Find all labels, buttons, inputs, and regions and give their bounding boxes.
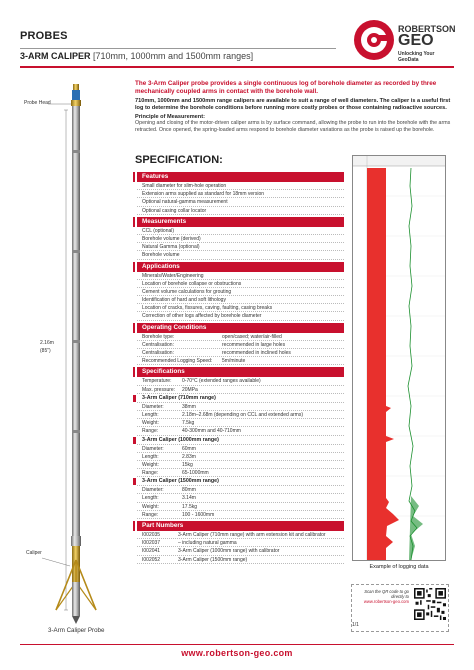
row-key: Centralisation:	[142, 341, 174, 348]
row-key: Diameter:	[142, 445, 164, 452]
logging-data-caption: Example of logging data	[369, 564, 429, 570]
logo-tagline: Unlocking Your GeoData	[398, 51, 435, 63]
table-row	[137, 333, 344, 341]
row-value: 0-70°C (extended ranges available)	[182, 378, 261, 385]
header-red-rule	[20, 66, 454, 68]
row-key: Diameter:	[142, 403, 164, 410]
table-row	[137, 461, 344, 469]
row-value: 40-300mm and 40-710mm	[182, 428, 241, 435]
page-number: 1/1	[352, 622, 359, 628]
row-value: 100 - 1600mm	[182, 511, 215, 518]
row-key: Weight:	[142, 420, 159, 427]
part-number: I002041	[142, 548, 161, 555]
logo-text-robertson: ROBERTSON	[398, 24, 456, 34]
list-item: Small diameter for slim-hole operation	[137, 182, 344, 190]
row-value: 20MPa	[182, 386, 198, 393]
list-item: Cement volume calculations for grouting	[137, 288, 344, 296]
qr-url[interactable]: www.robertson-geo.com	[363, 599, 409, 605]
table-row	[137, 547, 344, 555]
page-header	[20, 30, 253, 61]
row-key: Recommended Logging Speed:	[142, 358, 213, 365]
specification-title: SPECIFICATION:	[135, 154, 223, 166]
list-item: Minerals/Water/Engineering	[137, 272, 344, 280]
part-description: 3-Arm Caliper (1000mm range) with calibrator	[178, 548, 280, 555]
table-row	[137, 486, 344, 494]
qr-text: Scan the QR code to go directly to	[364, 589, 409, 600]
product-name: 3-ARM CALIPER	[20, 51, 91, 61]
row-key: Range:	[142, 470, 159, 477]
table-row	[137, 419, 344, 427]
row-value: 38mm	[182, 403, 196, 410]
table-row	[137, 503, 344, 511]
list-item: Location of borehole collapse or obstructions	[137, 280, 344, 288]
table-row	[137, 453, 344, 461]
table-row	[137, 427, 344, 435]
probe-length-sub-label: (85")	[40, 348, 51, 354]
applications-heading: Applications	[137, 262, 344, 272]
row-key: Diameter:	[142, 487, 164, 494]
list-item: Borehole volume (derived)	[137, 235, 344, 243]
part-number: I002052	[142, 556, 161, 563]
list-item: Optional casing collar locator	[137, 207, 344, 215]
row-key: Length:	[142, 453, 159, 460]
row-value: 3.14m	[182, 495, 196, 502]
row-value: 17.5kg	[182, 503, 198, 510]
logging-plot-graphic	[353, 156, 445, 560]
row-value: 60mm	[182, 445, 196, 452]
list-item: Location of cracks, fissures, caving, faulting, casing breaks	[137, 304, 344, 312]
row-key: Length:	[142, 411, 159, 418]
row-key: Range:	[142, 511, 159, 518]
part-description: – including natural gamma	[178, 540, 237, 547]
probe-illustration	[20, 70, 130, 640]
row-value: 2.83m	[182, 453, 196, 460]
list-item: Extension arms supplied as standard for 18mm version	[137, 190, 344, 198]
product-title	[20, 51, 253, 61]
probe-length-label: 2.16m	[40, 340, 54, 346]
table-row	[137, 377, 344, 385]
row-key: Borehole type:	[142, 333, 175, 340]
table-row	[137, 511, 344, 519]
footer-divider	[20, 644, 454, 645]
row-key: Weight:	[142, 461, 159, 468]
features-heading: Features	[137, 172, 344, 182]
row-value: 5m/minute	[222, 358, 246, 365]
table-row	[137, 411, 344, 419]
row-key: Weight:	[142, 503, 159, 510]
list-item: Identification of hard and soft lithology	[137, 296, 344, 304]
subsection-heading-1000mm: 3-Arm Caliper (1000mm range)	[137, 436, 344, 445]
table-row	[137, 531, 344, 539]
table-row	[137, 357, 344, 365]
qr-instructions	[355, 589, 409, 605]
part-number: I002037	[142, 540, 161, 547]
logging-data-image	[352, 155, 446, 561]
row-value: open/cased; water/air-filled	[222, 333, 282, 340]
product-ranges: [710mm, 1000mm and 1500mm ranges]	[93, 51, 254, 61]
list-item: Optional natural-gamma measurement	[137, 198, 344, 206]
company-logo	[352, 18, 456, 62]
part-description: 3-Arm Caliper (1500mm range)	[178, 556, 248, 563]
part-description: 3-Arm Caliper (710mm range) with arm extension kit and calibrator	[178, 532, 326, 538]
row-value: 80mm	[182, 487, 196, 494]
table-row	[137, 403, 344, 411]
table-row	[137, 469, 344, 477]
table-row	[137, 539, 344, 547]
row-value: 7.5kg	[182, 420, 195, 427]
logo-text-geo: GEO	[398, 32, 434, 49]
subsection-heading-1500mm: 3-Arm Caliper (1500mm range)	[137, 477, 344, 486]
table-row	[137, 341, 344, 349]
row-key: Max. pressure:	[142, 386, 176, 393]
measurements-heading: Measurements	[137, 217, 344, 227]
header-divider	[20, 48, 336, 49]
row-value: 15kg	[182, 461, 193, 468]
specifications-heading: Specifications	[137, 367, 344, 377]
qr-code-icon[interactable]	[414, 588, 446, 620]
probe-caption: 3-Arm Caliper Probe	[48, 627, 105, 634]
list-item: Natural Gamma (optional)	[137, 243, 344, 251]
section-title: PROBES	[20, 30, 68, 42]
probe-head-label: Probe Head	[24, 100, 51, 106]
table-row	[137, 386, 344, 394]
row-value: recommended in large holes	[222, 341, 286, 348]
row-key: Centralisation:	[142, 350, 174, 356]
subsection-heading-710mm: 3-Arm Caliper (710mm range)	[137, 394, 344, 403]
caliper-label: Caliper	[26, 550, 42, 556]
row-key: Temperature:	[142, 378, 172, 385]
table-row	[137, 349, 344, 357]
table-row	[137, 494, 344, 502]
specification-table	[137, 170, 344, 564]
part-numbers-heading: Part Numbers	[137, 521, 344, 531]
principle-text: Opening and closing of the motor-driven caliper arms is by surface command, allowing the probe to run into the borehole with the arms retracted. Once opened, the spring-loaded arms respond to borehole diameter variations as the probe is raised up the borehole.	[135, 120, 451, 133]
list-item: Borehole volume	[137, 251, 344, 259]
table-row	[137, 445, 344, 453]
part-number: I002035	[142, 532, 161, 538]
intro-lead: The 3-Arm Caliper probe provides a single continuous log of borehole diameter as recorded by three mechanically coupled arms in contact with the borehole wall.	[135, 80, 437, 95]
row-value: 2.18m–2.68m (depending on CCL and extended arms)	[182, 411, 304, 418]
principle-title: Principle of Measurement:	[135, 114, 205, 120]
operating-conditions-heading: Operating Conditions	[137, 323, 344, 333]
intro-section	[135, 80, 451, 134]
list-item: CCL (optional)	[137, 227, 344, 235]
row-value: 65-1000mm	[182, 470, 209, 477]
row-key: Length:	[142, 495, 159, 502]
intro-range-text: 710mm, 1000mm and 1500mm range calipers are available to suit a range of well diameters. The caliper is a useful first log to determine the borehole conditions before running more costly probes or those containing radioactive sources.	[135, 98, 451, 111]
footer-website[interactable]: www.robertson-geo.com	[181, 648, 293, 658]
logo-mark-icon	[352, 18, 396, 62]
list-item: Correction of other logs affected by borehole diameter	[137, 312, 344, 320]
row-key: Range:	[142, 428, 159, 435]
qr-code-panel	[351, 584, 449, 632]
table-row	[137, 556, 344, 564]
row-value: recommended in inclined holes	[222, 350, 291, 356]
